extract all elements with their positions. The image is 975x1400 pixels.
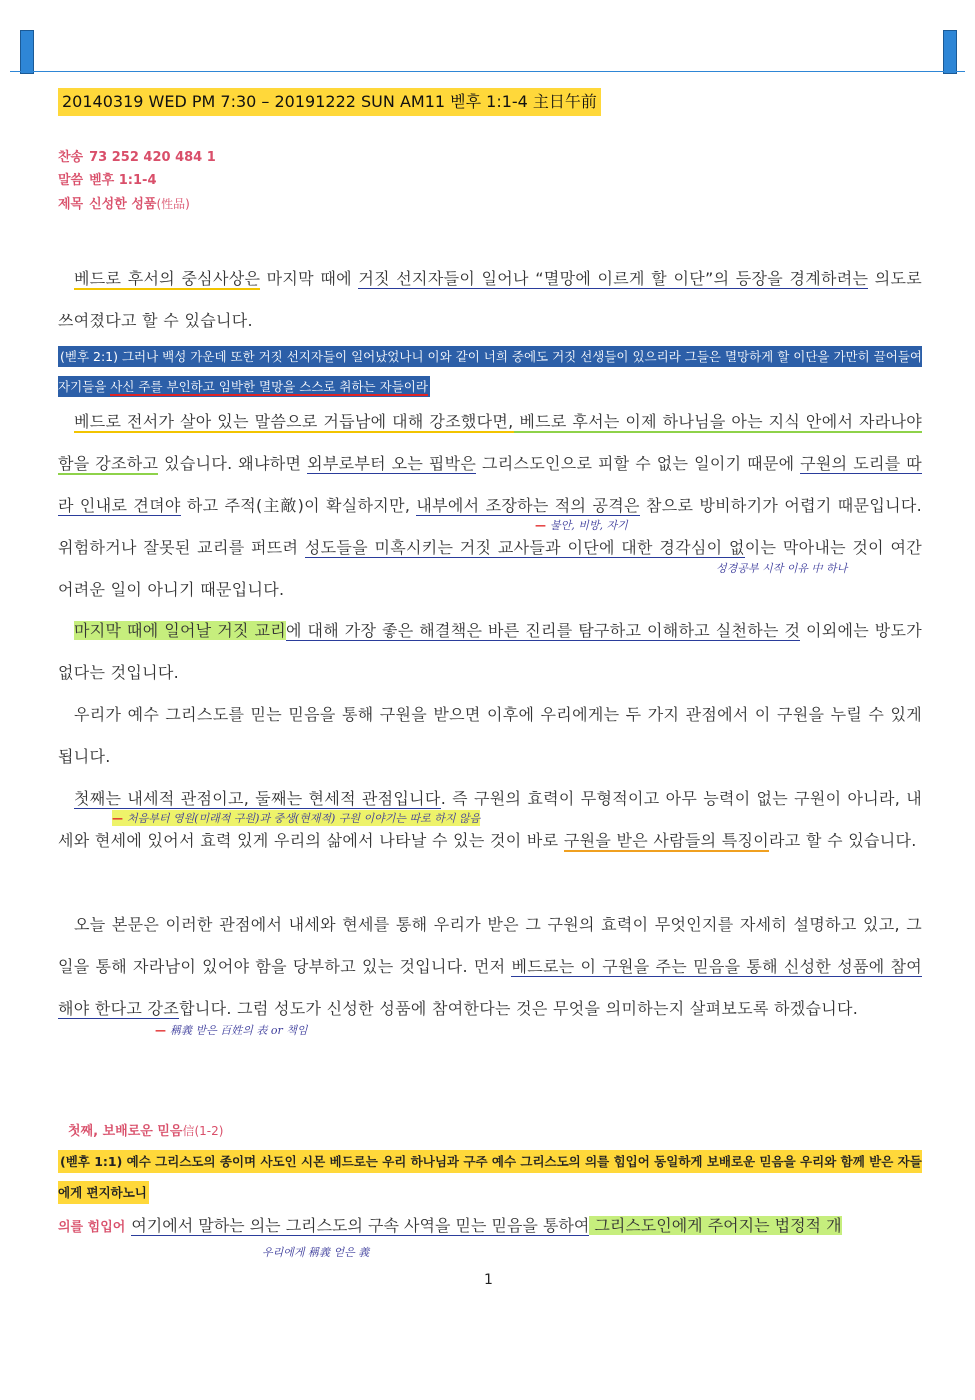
handwritten-note-1-text: 불안, 비방, 자기 (550, 519, 628, 532)
handwritten-note-5: 우리에게 稱義 얻은 義 (262, 1246, 370, 1259)
p2-text-2: 그리스도인으로 피할 수 없는 일이기 때문에 (476, 454, 801, 473)
p2-underline-green: 베드로 후서는 이제 하나님을 아는 지식 안에서 자라나야 함을 강조하고 (58, 412, 922, 473)
subject-line (58, 193, 190, 212)
p3-highlight: 마지막 때에 일어날 거짓 교리 (74, 621, 286, 640)
binder-tab-left (20, 30, 34, 74)
p2-text-4: 참으로 방비하기가 어렵기 때문입니다. 위험하거나 잘못된 교리를 퍼뜨려 (58, 496, 922, 557)
paragraph-3 (58, 610, 922, 694)
subject-hanja: (性品) (156, 197, 190, 211)
handwritten-note-3-text: 처음부터 영원(미래적 구원)과 중생(현재적) 구원 이야기는 따로 하지 않음 (127, 812, 481, 825)
p2-underline-4: 성도들을 미혹시키는 거짓 교사들과 이단에 대한 경각심이 없 (304, 538, 745, 557)
p2-text-5: 이는 막아내는 것이 여간 어려운 일이 아니기 때문입니다. (58, 538, 922, 599)
hymn-value: 73 252 420 484 1 (89, 150, 216, 165)
p1-tail: 의도로 쓰여졌다고 할 수 있습니다. (58, 269, 922, 330)
p3-underline: 에 대해 가장 좋은 해결책은 바른 진리를 탐구하고 이해하고 실천하는 것 (286, 621, 801, 640)
handwritten-note-4-text: 稱義 받은 百姓의 表 or 책임 (170, 1024, 308, 1037)
last-label: 의를 힘입어 (58, 1220, 126, 1235)
last-paragraph (58, 1212, 922, 1242)
section-1-heading-text: 첫째, 보배로운 믿음 (68, 1124, 183, 1139)
sermon-date-title: 20140319 WED PM 7:30 – 20191222 SUN AM11 벧후 1:1-4 主日午前 (58, 88, 601, 116)
quote1-text: (벧후 2:1) 그러나 백성 가운데 또한 거짓 선지자들이 일어났었나니 이와 같이 너희 중에도 거짓 선생들이 있으리라 그들은 멸망하게 할 이단을 가만히 끌어들여 자기들을 (58, 349, 922, 394)
p2-underline-3: 내부에서 조장하는 적의 공격은 (416, 496, 640, 515)
scripture-value: 벧후 1:1-4 (89, 173, 157, 188)
scripture-label: 말씀 (58, 173, 84, 188)
paragraph-1 (58, 258, 922, 342)
page-number: 1 (484, 1272, 493, 1288)
section-1-heading (68, 1120, 223, 1139)
paragraph-2 (58, 401, 922, 611)
last-highlight: 그리스도인에게 주어지는 법정적 개 (589, 1216, 842, 1235)
p5-underline: 첫째는 내세적 관점이고, 둘째는 현세적 관점입니다 (74, 789, 441, 808)
last-underline: 여기에서 말하는 의는 그리스도의 구속 사역을 믿는 믿음을 통하여 (131, 1216, 590, 1235)
p1-text: 마지막 때에 (260, 269, 359, 288)
p5-text: . 즉 구원의 효력이 무형적이고 아무 능력이 없는 구원이 아니라, 내세와 현세에 있어서 효력 있게 우리의 삶에서 나타날 수 있는 것이 바로 (58, 789, 922, 850)
binder-tab-right (943, 30, 957, 74)
p6-tail: 합니다. 그럼 성도가 신성한 성품에 참여한다는 것은 무엇을 의미하는지 살펴보도록 하겠습니다. (179, 999, 859, 1018)
quote2-text: (벧후 1:1) 예수 그리스도의 종이며 사도인 시몬 베드로는 우리 하나님과 구주 예수 그리스도의 의를 힘입어 동일하게 보배로운 믿음을 우리와 함께 받은 자들에게 편지하노니 (58, 1150, 922, 1204)
handwritten-note-2: 성경공부 시작 이유 中 하나 (716, 562, 848, 575)
p5-tail: 라고 할 수 있습니다. (769, 831, 917, 850)
p2-underline-2: 구원의 도리를 따라 인내로 견뎌야 (58, 454, 923, 515)
hymn-label: 찬송 (58, 150, 84, 165)
p6-text: 오늘 본문은 이러한 관점에서 내세와 현세를 통해 우리가 받은 그 구원의 효력이 무엇인지를 자세히 설명하고 있고, 그 일을 통해 자라남이 있어야 함을 당부하고 있는 것입니다. 먼저 (58, 915, 922, 976)
handwritten-note-1: — 불안, 비방, 자기 (535, 519, 628, 532)
hymn-line (58, 146, 216, 165)
subject-label: 제목 (58, 197, 84, 212)
p5-underline-orange: 구원을 받은 사람들의 특징이 (563, 831, 770, 850)
scripture-line (58, 169, 157, 188)
quote1-red-underline: 사신 주를 부인하고 임박한 멸망을 스스로 취하는 자들이라 (110, 379, 428, 394)
p2-text-3: 하고 주적(主敵)이 확실하지만, (180, 496, 417, 515)
p2-underline-yellow: 베드로 전서가 살아 있는 말씀으로 거듭남에 대해 강조했다면, (74, 412, 514, 431)
handwritten-note-4: — 稱義 받은 百姓의 表 or 책임 (155, 1024, 308, 1037)
p1-underline: 거짓 선지자들이 일어나 “멸망에 이르게 할 이단”의 등장을 경계하려는 (358, 269, 869, 288)
handwritten-note-3: — 처음부터 영원(미래적 구원)과 중생(현재적) 구원 이야기는 따로 하지 않음 (112, 812, 481, 825)
p1-highlight: 베드로 후서의 중심사상은 (74, 269, 261, 288)
scripture-quote-2pet-1-1 (58, 1146, 924, 1208)
paragraph-4: 우리가 예수 그리스도를 믿는 믿음을 통해 구원을 받으면 이후에 우리에게는 두 가지 관점에서 이 구원을 누릴 수 있게 됩니다. (58, 705, 922, 766)
subject-value: 신성한 성품 (89, 197, 157, 212)
section-1-heading-hanja: 信(1-2) (182, 1124, 224, 1138)
p6-underline: 베드로는 이 구원을 주는 믿음을 통해 신성한 성품에 참여해야 한다고 강조 (58, 957, 922, 1018)
scripture-quote-2pet-2-1 (58, 342, 922, 402)
p3-tail: 이외에는 방도가 없다는 것입니다. (58, 621, 922, 682)
p2-underline-1: 외부로부터 오는 핍박은 (307, 454, 477, 473)
paragraph-6 (58, 904, 922, 1030)
top-rule (10, 71, 965, 72)
p2-text-1: 있습니다. 왜냐하면 (158, 454, 308, 473)
